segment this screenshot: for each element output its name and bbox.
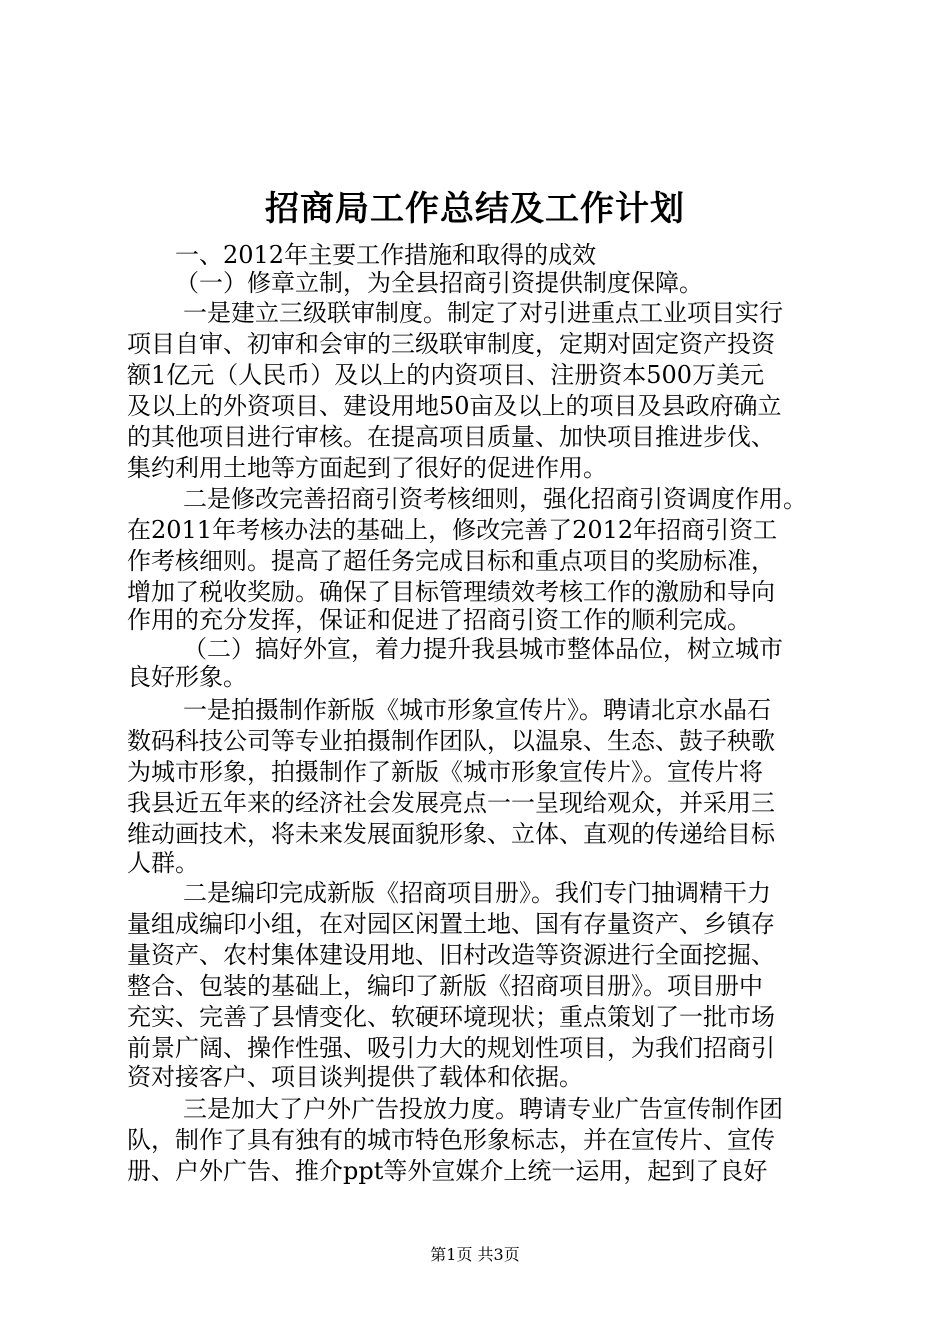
document-title: 招商局工作总结及工作计划 [265,189,685,229]
body-line: 我县近五年来的经济社会发展亮点一一呈现给观众，并采用三 [127,789,775,817]
body-line: 资对接客户、项目谈判提供了载体和依据。 [127,1063,583,1091]
body-line: 为城市形象，拍摄制作了新版《城市形象宣传片》。宣传片将 [127,758,763,786]
body-line: 维动画技术，将未来发展面貌形象、立体、直观的传递给目标 [127,820,775,848]
body-line: 一是拍摄制作新版《城市形象宣传片》。聘请北京水晶石 [183,696,771,724]
body-line: 增加了税收奖励。确保了目标管理绩效考核工作的激励和导向 [127,578,775,606]
body-line: 项目自审、初审和会审的三级联审制度，定期对固定资产投资 [127,330,775,358]
body-line: 作考核细则。提高了超任务完成目标和重点项目的奖励标准， [127,547,775,575]
body-line: 人群。 [127,849,199,877]
body-line: 二是修改完善招商引资考核细则，强化招商引资调度作用。 [183,485,807,513]
body-line: 额1亿元（人民币）及以上的内资项目、注册资本500万美元 [127,361,765,389]
body-line: 的其他项目进行审核。在提高项目质量、加快项目推进步伐、 [127,423,775,451]
body-line: 集约利用土地等方面起到了很好的促进作用。 [127,454,607,482]
body-line: 量资产、农村集体建设用地、旧村改造等资源进行全面挖掘、 [127,941,775,969]
body-line: 作用的充分发挥，保证和促进了招商引资工作的顺利完成。 [127,606,751,634]
body-line: 二是编印完成新版《招商项目册》。我们专门抽调精干力 [183,879,771,907]
body-line: 册、户外广告、推介ppt等外宣媒介上统一运用，起到了良好 [127,1157,768,1185]
body-line: 及以上的外资项目、建设用地50亩及以上的项目及县政府确立 [127,392,782,420]
body-line: 良好形象。 [127,663,247,691]
body-line: 充实、完善了县情变化、软硬环境现状；重点策划了一批市场 [127,1003,775,1031]
body-line: 队，制作了具有独有的城市特色形象标志，并在宣传片、宣传 [127,1126,775,1154]
body-line: 在2011年考核办法的基础上，修改完善了2012年招商引资工 [127,516,778,544]
body-line: （二）搞好外宣，着力提升我县城市整体品位，树立城市 [183,635,783,663]
body-line: 一是建立三级联审制度。制定了对引进重点工业项目实行 [183,299,783,327]
body-line: 数码科技公司等专业拍摄制作团队，以温泉、生态、鼓子秧歌 [127,727,775,755]
page-number-footer: 第1页 共3页 [430,1245,520,1264]
body-line: 三是加大了户外广告投放力度。聘请专业广告宣传制作团 [183,1095,783,1123]
body-line: 一、2012年主要工作措施和取得的成效 [175,241,597,269]
body-line: （一）修章立制，为全县招商引资提供制度保障。 [175,269,703,297]
body-line: 整合、包装的基础上，编印了新版《招商项目册》。项目册中 [127,972,763,1000]
body-line: 量组成编印小组，在对园区闲置土地、国有存量资产、乡镇存 [127,910,775,938]
body-line: 前景广阔、操作性强、吸引力大的规划性项目，为我们招商引 [127,1034,775,1062]
